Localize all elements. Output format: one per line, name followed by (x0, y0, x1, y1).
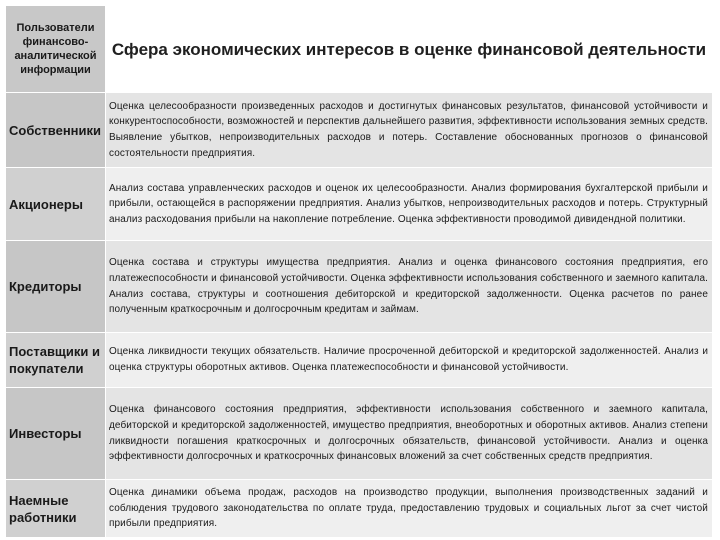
page-title-text: Сфера экономических интересов в оценке финансовой деятельности (111, 39, 707, 59)
user-cell: Кредиторы (6, 241, 106, 333)
table-row (6, 93, 713, 168)
interest-cell: Оценка динамики объема продаж, расходов на производство продукции, выполнения производственных заданий и соблюдения трудового законодательства по оплате труда, предоставлению трудовых и социальных льгот за счет чистой прибыли предприятия. (106, 480, 713, 538)
users-column-header (6, 6, 106, 93)
table-row (6, 241, 713, 333)
table-row (6, 480, 713, 538)
user-cell: Инвесторы (6, 388, 106, 480)
interest-cell: Оценка финансового состояния предприятия, эффективности использования собственного и заемного капитала, дебиторской и кредиторской задолженностей, имущество предприятия, внеоборотных и оборотных активов. Анализ степени ликвидности погашения краткосрочных и долгосрочных обязательств, финансовой устойчивости. Анализ и оценка эффективности долгосрочных и краткосрочных финансовых вложений за счет собственных средств предприятия. (106, 388, 713, 480)
user-cell: Поставщики и покупатели (6, 333, 106, 388)
user-cell: Акционеры (6, 168, 106, 241)
interest-cell: Оценка ликвидности текущих обязательств. Наличие просроченной дебиторской и кредиторской задолженностей. Анализ и оценка структуры оборотных активов. Оценка платежеспособности и финансовой устойчивости. (106, 333, 713, 388)
users-column-header-label: Пользователи финансово-аналитической информации (14, 22, 97, 76)
interest-cell: Оценка целесообразности произведенных расходов и достигнутых финансовых результатов, финансовой устойчивости и конкурентоспособности, возможностей и перспектив дальнейшего развития, эффективности использования земных средств. Выявление убытков, непроизводительных расходов и потерь. Составление обоснованных прогнозов о финансовой состоятельности предприятия. (106, 93, 713, 168)
table-header-row (6, 6, 713, 93)
user-cell: Собственники (6, 93, 106, 168)
page-title (106, 6, 713, 93)
interest-cell: Оценка состава и структуры имущества предприятия. Анализ и оценка финансового состояния предприятия, его платежеспособности и финансовой устойчивости. Оценка эффективности использования собственного и заемного капитала. Анализ состава, структуры и соотношения дебиторской и кредиторской задолженности. Оценка расчетов по ранее полученным краткосрочным и долгосрочным кредитам и займам. (106, 241, 713, 333)
table-row (6, 388, 713, 480)
table-row (6, 333, 713, 388)
user-cell: Наемные работники (6, 480, 106, 538)
interests-table (5, 5, 713, 538)
table-row (6, 168, 713, 241)
interest-cell: Анализ состава управленческих расходов и оценок их целесообразности. Анализ формирования бухгалтерской прибыли и прибыли, остающейся в распоряжении предприятия. Анализ убытков, непроизводительных расходов и потерь. Структурный анализ расходования прибыли на накопление потребление. Оценка эффективности проводимой дивидендной политики. (106, 168, 713, 241)
